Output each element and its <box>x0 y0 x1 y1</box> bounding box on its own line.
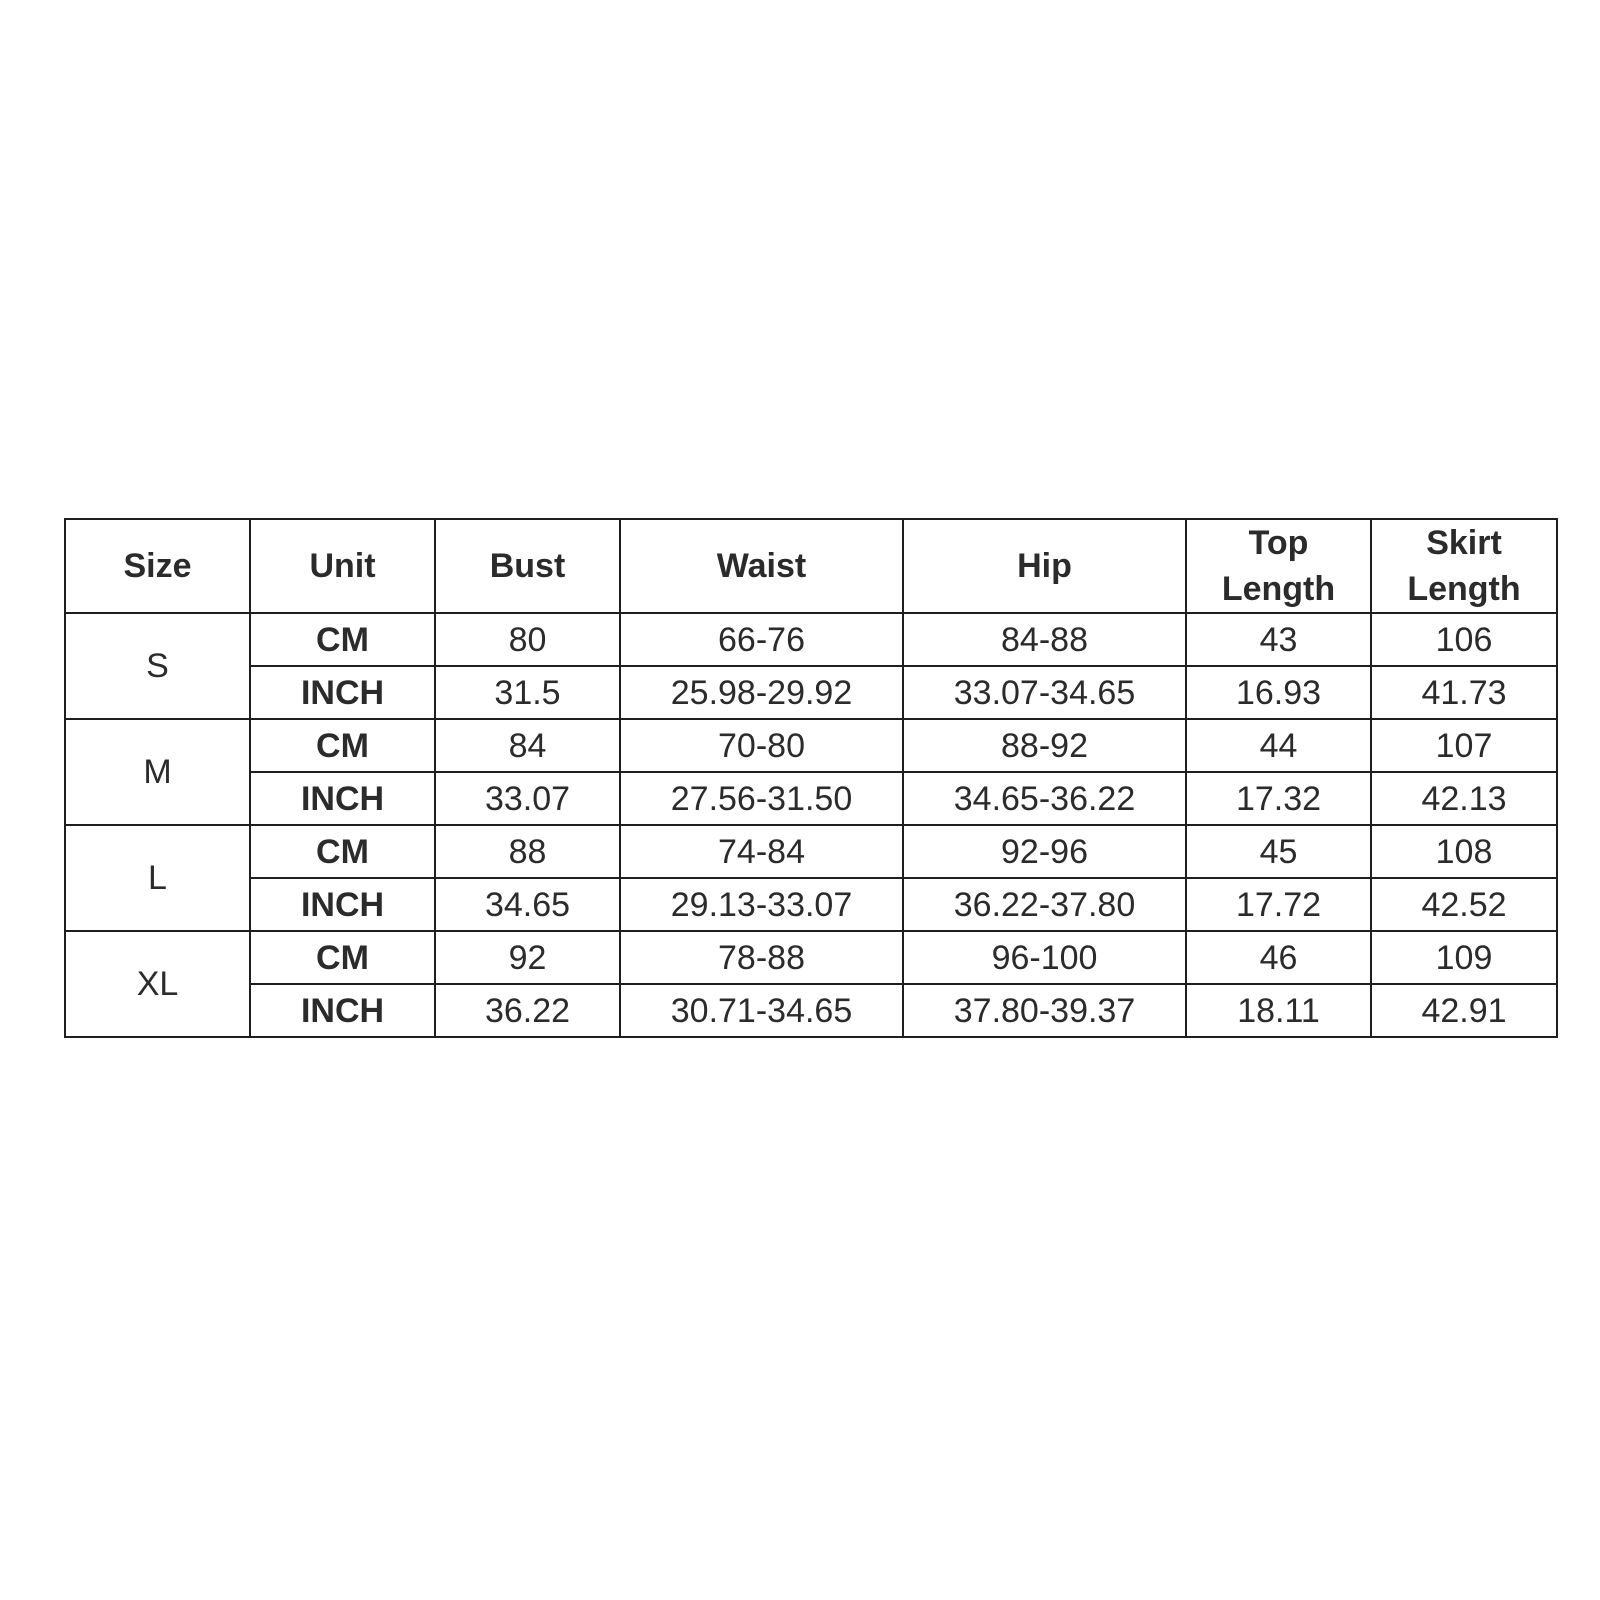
header-size: Size <box>65 519 250 613</box>
unit-cell: INCH <box>250 666 435 719</box>
waist-cell: 25.98-29.92 <box>620 666 903 719</box>
top-length-cell: 46 <box>1186 931 1371 984</box>
bust-cell: 88 <box>435 825 620 878</box>
size-cell: L <box>65 825 250 931</box>
header-skirt-length-line-2: Length <box>1407 570 1521 608</box>
top-length-cell: 17.72 <box>1186 878 1371 931</box>
skirt-length-cell: 106 <box>1371 613 1557 666</box>
bust-cell: 31.5 <box>435 666 620 719</box>
top-length-cell: 17.32 <box>1186 772 1371 825</box>
bust-cell: 34.65 <box>435 878 620 931</box>
top-length-cell: 18.11 <box>1186 984 1371 1037</box>
hip-cell: 33.07-34.65 <box>903 666 1186 719</box>
bust-cell: 84 <box>435 719 620 772</box>
bust-cell: 80 <box>435 613 620 666</box>
size-chart-table <box>64 518 1558 1038</box>
table-row <box>65 825 1557 878</box>
header-unit: Unit <box>250 519 435 613</box>
size-cell: M <box>65 719 250 825</box>
hip-cell: 96-100 <box>903 931 1186 984</box>
skirt-length-cell: 107 <box>1371 719 1557 772</box>
unit-cell: INCH <box>250 772 435 825</box>
header-waist: Waist <box>620 519 903 613</box>
hip-cell: 84-88 <box>903 613 1186 666</box>
waist-cell: 74-84 <box>620 825 903 878</box>
unit-cell: CM <box>250 931 435 984</box>
header-skirt-length-line-1: Skirt <box>1426 524 1502 562</box>
skirt-length-cell: 109 <box>1371 931 1557 984</box>
hip-cell: 92-96 <box>903 825 1186 878</box>
top-length-cell: 43 <box>1186 613 1371 666</box>
top-length-cell: 44 <box>1186 719 1371 772</box>
top-length-cell: 45 <box>1186 825 1371 878</box>
waist-cell: 70-80 <box>620 719 903 772</box>
bust-cell: 33.07 <box>435 772 620 825</box>
unit-cell: INCH <box>250 984 435 1037</box>
waist-cell: 29.13-33.07 <box>620 878 903 931</box>
waist-cell: 66-76 <box>620 613 903 666</box>
table-row <box>65 719 1557 772</box>
table-row <box>65 666 1557 719</box>
table-row <box>65 772 1557 825</box>
unit-cell: CM <box>250 825 435 878</box>
skirt-length-cell: 41.73 <box>1371 666 1557 719</box>
unit-cell: INCH <box>250 878 435 931</box>
table-row <box>65 878 1557 931</box>
table-row <box>65 613 1557 666</box>
skirt-length-cell: 42.91 <box>1371 984 1557 1037</box>
skirt-length-cell: 42.52 <box>1371 878 1557 931</box>
header-top-length-line-1: Top <box>1248 524 1309 562</box>
table-body <box>65 613 1557 1037</box>
skirt-length-cell: 108 <box>1371 825 1557 878</box>
size-cell: XL <box>65 931 250 1037</box>
unit-cell: CM <box>250 719 435 772</box>
waist-cell: 30.71-34.65 <box>620 984 903 1037</box>
header-top-length <box>1186 519 1371 613</box>
header-top-length-line-2: Length <box>1221 570 1336 608</box>
hip-cell: 37.80-39.37 <box>903 984 1186 1037</box>
bust-cell: 92 <box>435 931 620 984</box>
header-skirt-length <box>1371 519 1557 613</box>
table-row <box>65 931 1557 984</box>
hip-cell: 36.22-37.80 <box>903 878 1186 931</box>
header-bust: Bust <box>435 519 620 613</box>
hip-cell: 88-92 <box>903 719 1186 772</box>
top-length-cell: 16.93 <box>1186 666 1371 719</box>
skirt-length-cell: 42.13 <box>1371 772 1557 825</box>
table-header <box>65 519 1557 613</box>
size-cell: S <box>65 613 250 719</box>
hip-cell: 34.65-36.22 <box>903 772 1186 825</box>
waist-cell: 27.56-31.50 <box>620 772 903 825</box>
table-row <box>65 984 1557 1037</box>
header-hip: Hip <box>903 519 1186 613</box>
bust-cell: 36.22 <box>435 984 620 1037</box>
header-row <box>65 519 1557 613</box>
unit-cell: CM <box>250 613 435 666</box>
waist-cell: 78-88 <box>620 931 903 984</box>
